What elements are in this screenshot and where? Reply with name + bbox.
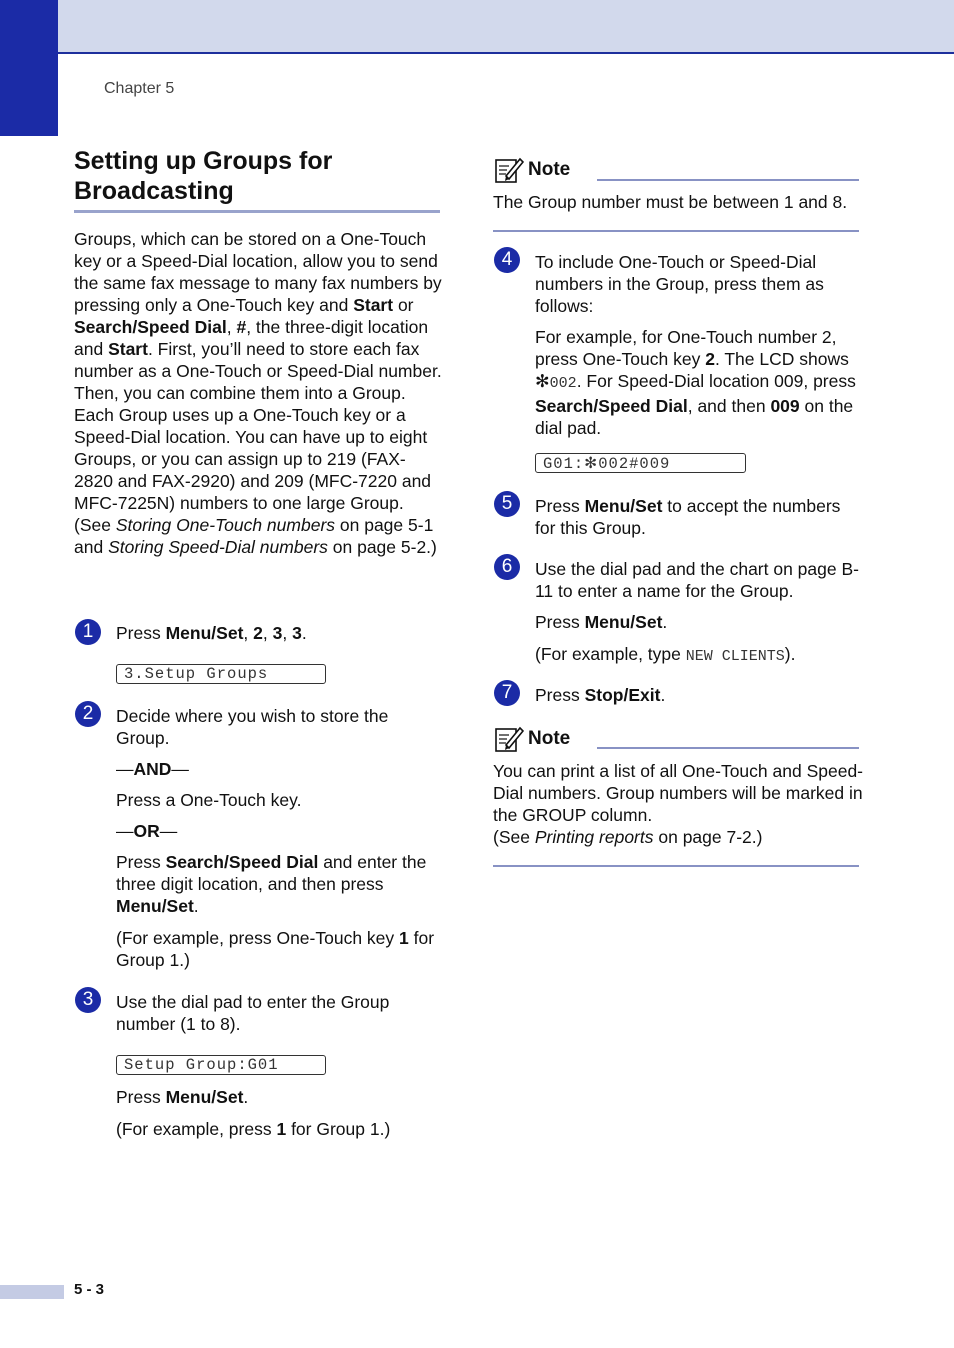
note-label: Note bbox=[528, 728, 571, 749]
lcd-display-setup-groups: 3.Setup Groups bbox=[116, 664, 326, 684]
step-1-text: Press Menu/Set, 2, 3, 3. bbox=[116, 623, 307, 643]
step-number-4: 4 bbox=[494, 247, 520, 273]
step-7-text: Press Stop/Exit. bbox=[535, 685, 666, 705]
note-header-2 bbox=[494, 725, 570, 753]
step-number-1: 1 bbox=[75, 619, 101, 645]
note-1-bottom-rule bbox=[493, 230, 859, 232]
step-number-3: 3 bbox=[75, 987, 101, 1013]
step-3-text: Use the dial pad to enter the Group number (1 to 8). bbox=[116, 992, 390, 1034]
step-number-6: 6 bbox=[494, 554, 520, 580]
chapter-tab bbox=[0, 0, 58, 136]
step-number-7: 7 bbox=[494, 680, 520, 706]
note-pencil-icon bbox=[494, 725, 524, 753]
note-2-text: You can print a list of all One-Touch and Speed-Dial numbers. Group numbers will be marked in the GROUP column. (See Printing reports on page 7-2.) bbox=[493, 761, 864, 847]
step-2-text: Decide where you wish to store the Group. —AND— Press a One-Touch key. —OR— Press Search/Speed Dial and enter the three digit location, and then press Menu/Set. (For example, press One-Touch key 1 for Group 1.) bbox=[116, 706, 435, 970]
star-symbol: ✻ bbox=[535, 372, 550, 392]
note-header-rule bbox=[597, 179, 859, 181]
lcd-display-setup-group: Setup Group:G01 bbox=[116, 1055, 326, 1075]
step-5-text: Press Menu/Set to accept the numbers for this Group. bbox=[535, 496, 841, 538]
chapter-label: Chapter 5 bbox=[104, 80, 175, 97]
note-1-text: The Group number must be between 1 and 8. bbox=[493, 192, 848, 212]
step-3-press: Press Menu/Set. (For example, press 1 for Group 1.) bbox=[116, 1087, 391, 1139]
step-6-text: Use the dial pad and the chart on page B-11 to enter a name for the Group. Press Menu/Set. (For example, type NEW CLIENTS). bbox=[535, 559, 859, 665]
note-pencil-icon bbox=[494, 156, 524, 184]
intro-paragraph: Groups, which can be stored on a One-Touch key or a Speed-Dial location, allow you to send the same fax message to many fax numbers by pressing only a One-Touch key and Start or Search/Speed Dial, #, the three-digit location and Start. First, you’ll need to store each fax number as a One-Touch or Speed-Dial number. Then, you can combine them into a Group. Each Group uses up a One-Touch key or a Speed-Dial location. You can have up to eight Groups, or you can assign up to 219 (FAX-2820 and FAX-2920) and 209 (MFC-7220 and MFC-7225N) numbers to one large Group. (See Storing One-Touch numbers on page 5-1 and Storing Speed-Dial numbers on page 5-2.) bbox=[74, 229, 442, 557]
step-4-text: To include One-Touch or Speed-Dial numbers in the Group, press them as follows: For example, for One-Touch number 2, press One-Touch key 2. The LCD shows ✻002. For Speed-Dial location 009, press Search/Speed Dial, and then 009 on the dial pad. bbox=[535, 252, 856, 438]
step-number-5: 5 bbox=[494, 491, 520, 517]
note-2-bottom-rule bbox=[493, 865, 859, 867]
footer-band bbox=[0, 1285, 64, 1299]
step-number-2: 2 bbox=[75, 701, 101, 727]
note-header-1 bbox=[494, 156, 570, 184]
page-number: 5 - 3 bbox=[74, 1281, 105, 1298]
note-header-rule bbox=[597, 747, 859, 749]
lcd-display-group-numbers: G01:✻002#009 bbox=[535, 453, 746, 473]
header-band bbox=[0, 0, 954, 54]
note-label: Note bbox=[528, 159, 571, 180]
title-underline bbox=[74, 210, 440, 213]
section-title: Setting up Groups for Broadcasting bbox=[74, 147, 333, 205]
